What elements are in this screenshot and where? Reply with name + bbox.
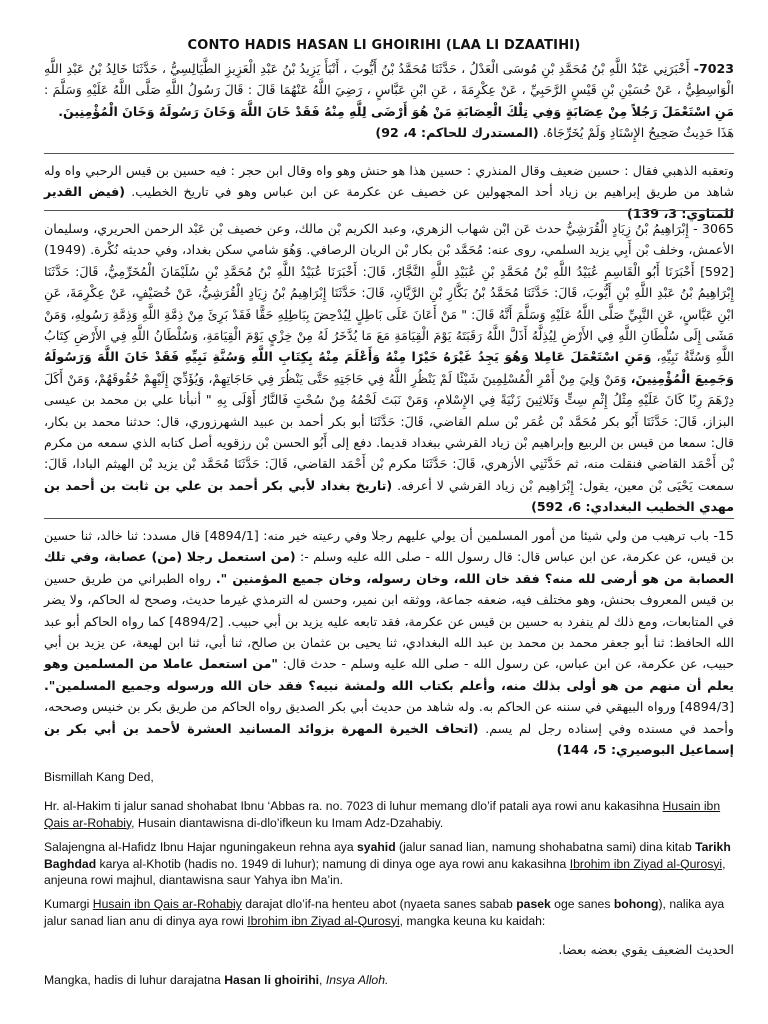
- narrator-name-2: Ibrohim ibn Ziyad al-Qurosyi: [247, 913, 400, 928]
- entry-text-continued: وَمَنْ وَلِيَ مِنْ أَمْرِ الْمُسْلِمِينَ شَيْئًا لَمْ يَنْظُرِ اللَّهُ فِي حَاجَتِهِ حَتَّى يَنْظُرَ فِي حَاجَاتِهِمْ، وَيُؤَدِّيَ إِلَيْهِمْ حُقُوقَهُمْ، وَمَنْ أَكَلَ دِرْهَمَ رِبًا كَانَ عَلَيْهِ مِثْلُ إِثْمِ سِتٍّ وَثَلاثِينَ زَنْيَةً فِي الإِسْلامِ، وَمَنْ نَبَتَ لَحْمُهُ مِنْ سُحْتٍ فَالنَّارُ أَوْلَى بِهِ " أنبأنا علي بن محمد بن عيسى البزاز، قَالَ: حَدَّثَنَا أَبُو بكر مُحَمَّد بْن عُمَر بْن سلم القاضي، قَالَ: حَدَّثَنَا أبو بكر أحمد بن عبيد الشهرزوري، قال: حدثنا محمد بن بكار، قال: سمعا من قيس بن الربيع وإبراهيم بْن زياد القرشي ببغداد قديما. دفع إلى أَبُو الحسن بْن رزقويه أصل كتابه الذي سمعه من مكرم بْن أَحْمَد القاضي فنقلت منه، ثم حَدَّثَنِي الأزهري، قَالَ: حَدَّثَنَا مكرم بْن أَحْمَد القاضي، قَالَ: حَدَّثَنَا مُحَمَّد بْن يزيد بْن الهيثم البادا، قَالَ: سمعت يَحْيَى بْن معين، يقول: إِبْرَاهِيم بْن زياد القرشي لا أعرفه.: [44, 370, 734, 493]
- greeting: Bismillah Kang Ded,: [44, 770, 154, 784]
- explanation-paragraph-2: [44, 839, 734, 889]
- ithaf-alkhiyarah-entry: [44, 525, 734, 758]
- hadith-rule: الحديث الضعيف يقوي بعضه بعضا.: [558, 942, 734, 957]
- divider: [44, 518, 734, 519]
- commentary-text: وتعقبه الذهبي فقال : حسين ضعيف وقال المنذري : حسين هذا هو حنش وهو واه وقال ابن حجر : فيه حسين بن قيس الرحبي واه وله شاهد من طريق إبراهيم بن زياد أحد المجهولين عن خصيف عن عكرمة عن ابن عباس وهو في تاريخ الخطيب.: [44, 163, 734, 200]
- matan-bold: وَمَنِ اسْتَعْمَلَ عَامِلا وَهُوَ يَجِدُ غَيْرَهُ خَيْرًا مِنْهُ وَأَعْلَمَ مِنْهُ بِكِتَابِ اللَّهِ وَسُنَّةِ نَبِيِّهِ فَقَدْ خَانَ اللَّهَ وَرَسُولَهُ وَجَمِيعَ الْمُؤْمِنِينَ،: [44, 349, 734, 386]
- p1-text: Hr. al-Hakim ti jalur sanad shohabat Ibnu ‘Abbas ra. no. 7023 di luhur memang dlo’if patali aya rowi anu kakasihna: [44, 799, 663, 813]
- p3-text-e: , mangka keuna ku kaidah:: [399, 913, 546, 928]
- explanation-paragraph-1: [44, 798, 734, 831]
- entry-number: 3065 -: [693, 221, 734, 236]
- chapter-text: 15- باب ترهيب من ولي شيئا من أمور المسلمين أن يولي عليهم رجلا وفي رعيته خير منه: [4894/1] قال مسدد: ثنا خالد، ثنا حسين بن قيس، عن عكرمة، عن ابن عباس قال: قال رسول الله - صلى الله عليه وسلم -:: [44, 528, 734, 565]
- narrator-name: Husain ibn Qais ar-Rohabiy: [44, 799, 721, 830]
- conclusion-grade: Hasan li ghoirihi: [224, 973, 320, 987]
- term-syahid: syahid: [357, 840, 396, 854]
- source-reference: (فيض القدير للمناوي: 3، 139): [44, 184, 734, 221]
- commentary-text: رواه الطبراني من طريق حسين بن قيس المعروف بحنش، وهو مختلف فيه، ضعفه جماعة، ووثقه ابن نمير، وحسن له الترمذي غيرما حديث، وصحح له الحاكم، ولا يضر في المتابعات، ومع ذلك لم ينفرد به حسين بن قيس عن عكرمة، فقد تابعه عليه يزيد بن أبي حبيب. [4894/2] كما رواه الحاكم أبو عبد الله الحافظ: ثنا أبو جعفر محمد بن محمد بن عبد الله البغدادي، ثنا يحيى بن عثمان بن صالح، ثنا أبي، ثنا ابن لهيعة، عن يزيد بن أبي حبيب، عن عكرمة، عن ابن عباس، عن رسول الله - صلى الله عليه وسلم - حدث قال:: [44, 570, 734, 672]
- hadith-grading: هَذَا حَدِيثٌ صَحِيحُ الإِسْنَادِ وَلَمْ يُخَرِّجَاهُ.: [542, 125, 734, 141]
- divider: [44, 153, 734, 154]
- explanation-conclusion: [44, 972, 734, 989]
- source-reference: (تاريخ بغداد لأبي بكر أحمد بن علي بن ثابت بن أحمد بن مهدي الخطيب البغدادي: 6، 592): [44, 477, 734, 515]
- hadith-number: 7023-: [693, 61, 734, 76]
- source-reference: (اتحاف الخيرة المهرة بزوائد المسانيد العشرة لأحمد بن أبي بكر بن إسماعيل البوصيري: 5، 144): [44, 720, 734, 758]
- term-pasek: pasek: [516, 897, 551, 911]
- matan-bold: مَنِ اسْتَعْمَلَ رَجُلاً مِنْ عِصَابَةٍ وَفِي تِلْكَ الْعِصَابَةِ مَنْ هُوَ أَرْضَى لِلَّهِ مِنْهُ فَقَدْ خَانَ اللَّهَ وَخَانَ رَسُولَهُ وَخَانَ الْمُؤْمِنِينَ.: [58, 103, 734, 119]
- p2-text-b: (jalur sanad lian, namung shohabatna sami) dina kitab: [395, 840, 696, 854]
- commentary-text-2: [4894/3] ورواه البيهقي في سننه عن الحاكم به. وله شاهد من حديث أبي بكر الصديق رواه الحاكم من طريق بكر بن خنيس وصححه، وأحمد في مسنده وفي إسناده رجل لم يسم.: [44, 699, 734, 736]
- divider: [44, 210, 734, 211]
- narrator-name: Husain ibn Qais ar-Rohabiy: [92, 897, 242, 911]
- document-title: CONTO HADIS HASAN LI GHOIRIHI (LAA LI DZAATIHI): [187, 38, 581, 53]
- p3-text-b: darajat dlo’if-na henteu abot (nyaeta sanes sabab: [241, 897, 517, 911]
- p2-text-c: karya al-Khotib (hadis no. 1949 di luhur); namung di dinya oge aya rowi anu kakasihna: [96, 856, 570, 871]
- entry-text: إِبْرَاهِيمُ بْنُ زِيَادٍ الْقُرَشِيُّ حدث عَن ابْن شهاب الزهري، وعبد الكريم بْن مالك، وعن خصيف بْن عَبْد الرحمن الحريري، وسليمان الأعمش، وخلف بْن أَبِي يزيد السلمي، روى عنه: مُحَمَّد بْن بكار بْن الريان الرصافي. وَهُوَ شامي سكن بغداد، وفي حديثه نُكْرة. (1949) [592] أَخْبَرَنَا أَبُو الْقَاسِمِ عُبَيْدُ اللَّهِ بْنُ مُحَمَّدِ بْنِ عُبَيْدِ اللَّهِ النَّجَّارُ، قَالَ: أَخْبَرَنَا عُبَيْدُ اللَّهِ بْنُ مُحَمَّدِ بْنِ سُلَيْمَانَ الْمُخَرِّمِيُّ، قَالَ: حَدَّثَنَا إِبْرَاهِيمُ بْنُ عَبْدِ اللَّهِ بْنِ أَيُّوبَ، قَالَ: حَدَّثَنَا مُحَمَّدُ بْنُ بَكَّارِ بْنِ الرَّيَّانِ، قَالَ: حَدَّثَنَا إِبْرَاهِيمُ بْنُ زِيَادٍ الْقُرَشِيُّ، عَنْ خُصَيْفٍ، عَنْ عِكْرِمَةَ، عَنِ ابْنِ عَبَّاسٍ، عَنِ النَّبِيِّ صَلَّى اللَّهُ عَلَيْهِ وَسَلَّمَ أَنَّهُ قَالَ: " مَنْ أَعَانَ عَلَى بَاطِلٍ لِيُدْحِضَ بِبَاطِلِهِ حَقًّا فَقَدْ بَرِئَ مِنْ ذِمَّةِ اللَّهِ وَذِمَّةِ رَسُولِهِ، وَمَنْ مَشَى إِلَى سُلْطَانِ اللَّهِ فِي الأَرْضِ لِيُذِلَّهُ أَذَلَّ اللَّهُ رَقَبَتَهُ يَوْمَ الْقِيَامَةِ مَعَ مَا يُدَّخَرُ لَهُ مِنْ خِزْيٍ يَوْمَ الْقِيَامَةِ، وَسُلْطَانُ اللَّهِ فِي الأَرْضِ كِتَابُ اللَّهِ وَسُنَّةُ نَبِيِّهِ،: [44, 221, 734, 365]
- p3-text-d: ), nalika aya jalur sanad lian anu di dinya aya rowi: [44, 897, 725, 928]
- p2-text: Salajengna al-Hafidz Ibnu Hajar nguningakeun rehna aya: [44, 840, 358, 854]
- sanad-text: أَخْبَرَنِي عَبْدُ اللَّهِ بْنُ مُحَمَّدِ بْنِ مُوسَى الْعَدْلُ ، حَدَّثَنَا مُحَمَّدُ بْنُ أَيُّوبَ ، أَنْبَأَ يَزِيدُ بْنُ عَبْدِ الْعَزِيزِ الطَّيَالِسِيُّ ، حَدَّثَنَا خَالِدُ بْنُ عَبْدِ اللَّهِ الْوَاسِطِيُّ ، عَنْ حُسَيْنِ بْنِ قَيْسٍ الرَّحَبِيِّ ، عَنْ عِكْرِمَةَ ، عَنِ ابْنِ عَبَّاسٍ ، رَضِيَ اللَّهُ عَنْهُمَا قَالَ : قَالَ رَسُولُ اللَّهِ صَلَّى اللَّهُ عَلَيْهِ وَسَلَّمَ :: [44, 61, 734, 98]
- narrator-name: Ibrohim ibn Ziyad al-Qurosyi: [569, 856, 723, 871]
- conclusion-insyaalloh: Insya Alloh.: [325, 973, 389, 987]
- commentary-faidh-alqadir: [44, 160, 734, 221]
- conclusion-comma: ,: [319, 973, 326, 987]
- explanation-paragraph-3: [44, 896, 734, 929]
- term-bohong: bohong: [613, 897, 659, 911]
- hadith-mustadrak: [44, 58, 734, 146]
- source-reference: (المستدرك للحاكم: 4، 92): [375, 125, 539, 141]
- p3-text-c: oge sanes: [550, 897, 614, 911]
- p3-text: Kumargi: [44, 897, 93, 911]
- book-title: Tarikh Baghdad: [44, 840, 731, 871]
- p2-text-d: , anjeuna rowi majhul, diantawisna saur Yahya ibn Ma’in.: [44, 856, 726, 887]
- tarikh-baghdad-entry: [44, 218, 734, 515]
- p1-text-end: , Husain diantawisna di-dlo’ifkeun ku Imam Adz-Dzahabiy.: [131, 815, 444, 830]
- conclusion-text: Mangka, hadis di luhur darajatna: [44, 973, 225, 987]
- matan-bold: (من استعمل رجلا (من) عصابة، وفي تلك العصابة من هو أرضى لله منه؟ فقد خان الله، وخان رسوله، وخان جميع المؤمنين ".: [44, 549, 734, 586]
- matan-bold-2: "من استعمل عاملا من المسلمين وهو يعلم أن منهم من هو أولى بذلك منه، وأعلم بكتاب الله ولمشة نبيه؟ فقد خان الله ورسوله وجميع المسلمين".: [44, 656, 734, 693]
